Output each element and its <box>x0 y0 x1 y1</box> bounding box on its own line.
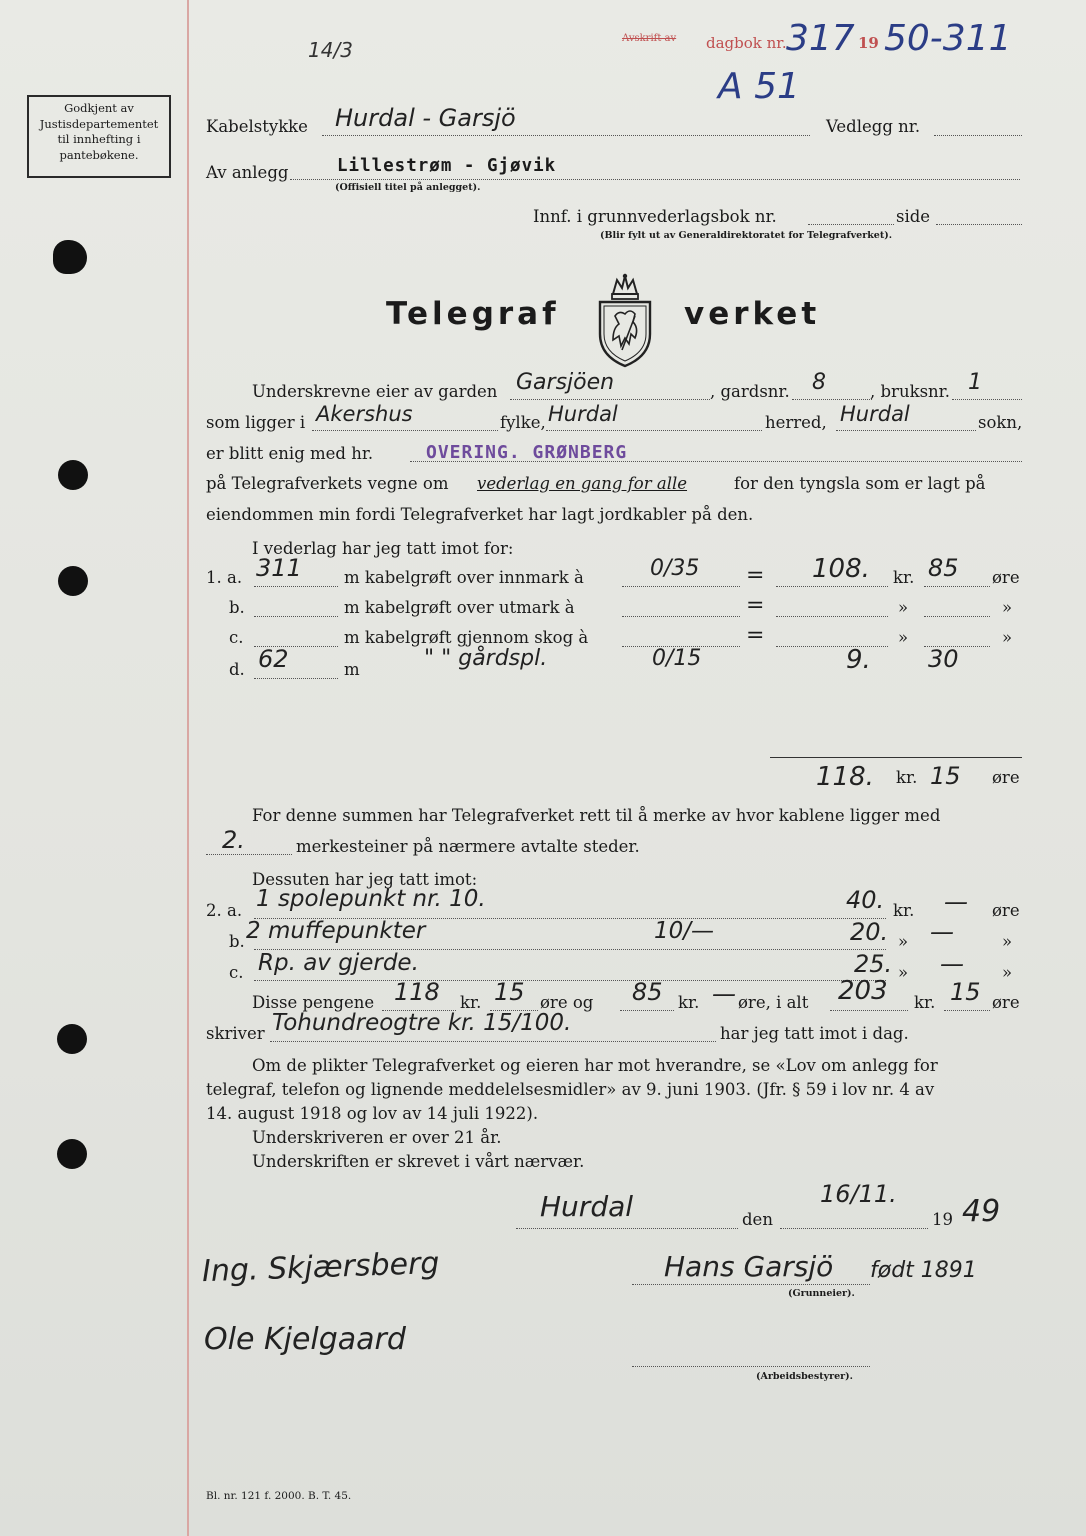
skriver-label: skriver <box>206 1024 265 1043</box>
totals-kr1-label: kr. <box>460 993 482 1012</box>
row-2c-ore: — <box>940 950 964 978</box>
over21-line: Underskriveren er over 21 år. <box>252 1128 502 1147</box>
row-2c-ore-label: » <box>1002 963 1013 982</box>
punch-hole <box>58 566 88 596</box>
skriver-line <box>270 1041 716 1042</box>
garden-dotted-line <box>510 399 710 400</box>
merke-count-line <box>206 854 292 855</box>
totals-kr2: 85 <box>632 978 663 1006</box>
row-2c-desc: Rp. av gjerde. <box>258 950 419 976</box>
arbeidsbestyrer-line <box>632 1366 870 1367</box>
crossed-stamp: Avskrift av <box>622 33 677 44</box>
row-1a-ore-label: øre <box>992 568 1020 587</box>
totals-total-ore: 15 <box>950 978 981 1006</box>
row-2b-label: b. <box>229 932 245 951</box>
sum1-kr: 118. <box>816 762 874 792</box>
sokn-value: Hurdal <box>840 402 910 426</box>
dessuten-label: Dessuten har jeg tatt imot: <box>252 870 478 889</box>
grunneier-label: (Grunneier). <box>788 1288 855 1299</box>
row-2a-kr: 40. <box>846 886 885 914</box>
row-1a-kr-line <box>776 586 888 587</box>
owner-line <box>632 1284 870 1285</box>
herred-value: Hurdal <box>548 402 618 426</box>
signature-den: den <box>742 1210 773 1229</box>
row-2a-kr-label: kr. <box>893 901 915 920</box>
fylke-dotted-line <box>312 430 498 431</box>
signature-date: 16/11. <box>820 1180 897 1208</box>
row-1c-kr-label: » <box>898 628 909 647</box>
av-anlegg-label: Av anlegg <box>206 163 289 182</box>
row-1d-meters: 62 <box>258 645 289 673</box>
sum1-ore: 15 <box>930 762 961 790</box>
approval-line: til innhefting i <box>57 132 141 146</box>
totals-ore-i-alt: øre, i alt <box>738 993 809 1012</box>
row-1a-rate: 0/35 <box>650 556 700 581</box>
row-1b-meters-line <box>254 616 338 617</box>
innf-note: (Blir fylt ut av Generaldirektoratet for Telegrafverket). <box>600 230 893 241</box>
row-2c-kr: 25. <box>854 950 893 978</box>
kabelstykke-label: Kabelstykke <box>206 117 308 136</box>
row-1a-meters-line <box>254 586 338 587</box>
body-line5: eiendommen min fordi Telegrafverket har lagt jordkabler på den. <box>206 505 754 524</box>
witness1-signature: Ing. Skjærsberg <box>201 1245 440 1290</box>
row-1b-ore-line <box>924 616 990 617</box>
title-left: Telegraf <box>386 296 560 332</box>
kabelstykke-value: Hurdal - Garsjö <box>335 104 516 132</box>
punch-hole <box>57 1139 87 1169</box>
vedlegg-label: Vedlegg nr. <box>826 117 921 136</box>
row-1c-ore-label: » <box>1002 628 1013 647</box>
row-2a-ore: — <box>944 888 968 916</box>
totals-total-kr-label: kr. <box>914 993 936 1012</box>
approval-line: Justisdepartementet <box>39 116 159 131</box>
row-2b-ore-label: » <box>1002 932 1013 951</box>
row-1d-extra: " " gårdspl. <box>424 646 548 671</box>
totals-total-kr: 203 <box>838 976 888 1006</box>
garden-value: Garsjöen <box>516 370 615 395</box>
row-1c-text: m kabelgrøft gjennom skog à <box>344 628 589 647</box>
dagbok-label: dagbok nr. <box>706 34 787 52</box>
innf-dotted-line <box>808 224 894 225</box>
totals-ore1: 15 <box>494 978 525 1006</box>
av-anlegg-value: Lillestrøm - Gjøvik <box>337 156 557 176</box>
totals-kr2-dash: — <box>712 980 736 1008</box>
fylke-value: Akershus <box>316 402 413 426</box>
row-1d-meters-line <box>254 678 338 679</box>
imot-label: har jeg tatt imot i dag. <box>720 1024 909 1043</box>
witness2-signature: Ole Kjelgaard <box>204 1322 406 1357</box>
margin-rule <box>187 0 189 1536</box>
body-line4-a: på Telegrafverkets vegne om <box>206 474 449 493</box>
punch-hole <box>53 240 87 274</box>
row-1b-rate-line <box>622 616 740 617</box>
hr-stamp: OVERING. GRØNBERG <box>426 442 628 463</box>
row-1d-kr: 9. <box>846 645 871 675</box>
row-1c-eq: = <box>746 623 765 648</box>
row-1a-ore: 85 <box>928 554 959 582</box>
row-1d-text: m <box>344 660 360 679</box>
owner-signature: Hans Garsjö <box>664 1250 834 1283</box>
dagbok-year-prefix: 19 <box>858 34 879 52</box>
row-1d-ore: 30 <box>928 645 959 673</box>
totals-kr2-label: kr. <box>678 993 700 1012</box>
place-line <box>516 1228 738 1229</box>
av-anlegg-note: (Offisiell titel på anlegget). <box>335 182 481 193</box>
sokn-label: sokn, <box>978 413 1023 432</box>
merke-count: 2. <box>222 826 245 854</box>
dagbok-number: 317 <box>786 18 855 59</box>
row-1a-meters: 311 <box>256 554 302 582</box>
row-1b-kr-label: » <box>898 598 909 617</box>
punch-hole <box>57 1024 87 1054</box>
sum-divider <box>770 757 1022 758</box>
legal-line: telegraf, telefon og lignende meddelelsesmidler» av 9. juni 1903. (Jfr. § 59 i lov nr. 4 av <box>206 1080 935 1099</box>
totals-ore-label: øre <box>992 993 1020 1012</box>
approval-line: Godkjent av <box>64 101 134 115</box>
totals-total-ore-line <box>944 1010 990 1011</box>
kabelstykke-note: 14/3 <box>308 38 353 62</box>
naervaer-line: Underskriften er skrevet i vårt nærvær. <box>252 1152 585 1171</box>
date-line <box>780 1228 928 1229</box>
body-line4-b: vederlag en gang for alle <box>477 474 688 493</box>
title-right: verket <box>684 296 821 332</box>
sum1-kr-label: kr. <box>896 768 918 787</box>
owner-fodt: født 1891 <box>870 1258 977 1283</box>
row-2a-label: 2. a. <box>206 901 243 920</box>
row-2b-ore: — <box>930 918 954 946</box>
row-2c-kr-label: » <box>898 963 909 982</box>
row-1b-kr-line <box>776 616 888 617</box>
fylke-label: fylke, <box>500 413 546 432</box>
row-1a-rate-line <box>622 586 740 587</box>
signature-year-suffix: 49 <box>962 1194 1001 1229</box>
merke-text2: merkesteiner på nærmere avtalte steder. <box>296 837 640 856</box>
row-2a-ore-label: øre <box>992 901 1020 920</box>
row-1d-label: d. <box>229 660 245 679</box>
sum1-ore-label: øre <box>992 768 1020 787</box>
vederlag-intro: I vederlag har jeg tatt imot for: <box>252 539 514 558</box>
signature-place: Hurdal <box>540 1190 634 1223</box>
norwegian-coat-of-arms-icon <box>595 272 655 368</box>
arbeidsbestyrer-label: (Arbeidsbestyrer). <box>756 1371 853 1382</box>
a-number: A 51 <box>718 66 800 107</box>
gardsnr-value: 8 <box>812 370 826 395</box>
side-label: side <box>896 207 931 226</box>
row-1a-eq: = <box>746 563 765 588</box>
row-1b-eq: = <box>746 593 765 618</box>
totals-ore-og: øre og <box>540 993 594 1012</box>
side-dotted-line <box>936 224 1022 225</box>
row-1a-ore-line <box>924 586 990 587</box>
legal-line: 14. august 1918 og lov av 14 juli 1922). <box>206 1104 539 1123</box>
row-1c-kr-line <box>776 646 888 647</box>
row-2b-kr-label: » <box>898 932 909 951</box>
approval-box <box>27 95 171 178</box>
gardsnr-dotted-line <box>792 399 872 400</box>
av-anlegg-dotted-line <box>290 179 1020 180</box>
body-line1-label: Underskrevne eier av garden <box>252 382 498 401</box>
kabelstykke-dotted-line <box>322 135 810 136</box>
signature-year-prefix: 19 <box>932 1210 953 1229</box>
bruksnr-dotted-line <box>952 399 1022 400</box>
row-1d-rate: 0/15 <box>652 646 702 671</box>
dagbok-year: 50-311 <box>884 18 1012 59</box>
row-2c-label: c. <box>229 963 244 982</box>
body-line4-c: for den tyngsla som er lagt på <box>734 474 986 493</box>
skriver-value: Tohundreogtre kr. 15/100. <box>272 1010 572 1036</box>
row-1c-label: c. <box>229 628 244 647</box>
sokn-dotted-line <box>836 430 976 431</box>
vedlegg-dotted-line <box>934 135 1022 136</box>
row-1a-label: 1. a. <box>206 568 243 587</box>
row-1b-label: b. <box>229 598 245 617</box>
gardsnr-label: , gardsnr. <box>710 382 790 401</box>
row-1b-text: m kabelgrøft over utmark à <box>344 598 575 617</box>
body-line3-label: er blitt enig med hr. <box>206 444 374 463</box>
form-footer: Bl. nr. 121 f. 2000. B. T. 45. <box>206 1490 352 1502</box>
row-2b-desc: 2 muffepunkter <box>246 918 426 944</box>
legal-line: Om de plikter Telegrafverket og eieren har mot hverandre, se «Lov om anlegg for <box>252 1056 938 1075</box>
row-1a-kr: 108. <box>812 554 870 584</box>
body-line2-label: som ligger i <box>206 413 306 432</box>
row-2a-desc: 1 spolepunkt nr. 10. <box>256 886 486 912</box>
totals-disse: Disse pengene <box>252 993 375 1012</box>
totals-kr1: 118 <box>394 978 440 1006</box>
row-2b-rate: 10/— <box>654 918 715 944</box>
row-2c-line <box>254 980 886 981</box>
bruksnr-value: 1 <box>968 370 982 395</box>
herred-label: herred, <box>765 413 827 432</box>
punch-hole <box>58 460 88 490</box>
herred-dotted-line <box>546 430 762 431</box>
row-1a-kr-label: kr. <box>893 568 915 587</box>
bruksnr-label: , bruksnr. <box>870 382 950 401</box>
merke-text1: For denne summen har Telegrafverket rett til å merke av hvor kablene ligger med <box>252 806 941 825</box>
row-1a-text: m kabelgrøft over innmark à <box>344 568 584 587</box>
approval-line: pantebøkene. <box>59 147 139 162</box>
totals-kr2-line <box>620 1010 674 1011</box>
innf-label: Innf. i grunnvederlagsbok nr. <box>533 207 777 226</box>
totals-total-kr-line <box>830 1010 908 1011</box>
row-2b-kr: 20. <box>850 918 889 946</box>
row-1b-ore-label: » <box>1002 598 1013 617</box>
